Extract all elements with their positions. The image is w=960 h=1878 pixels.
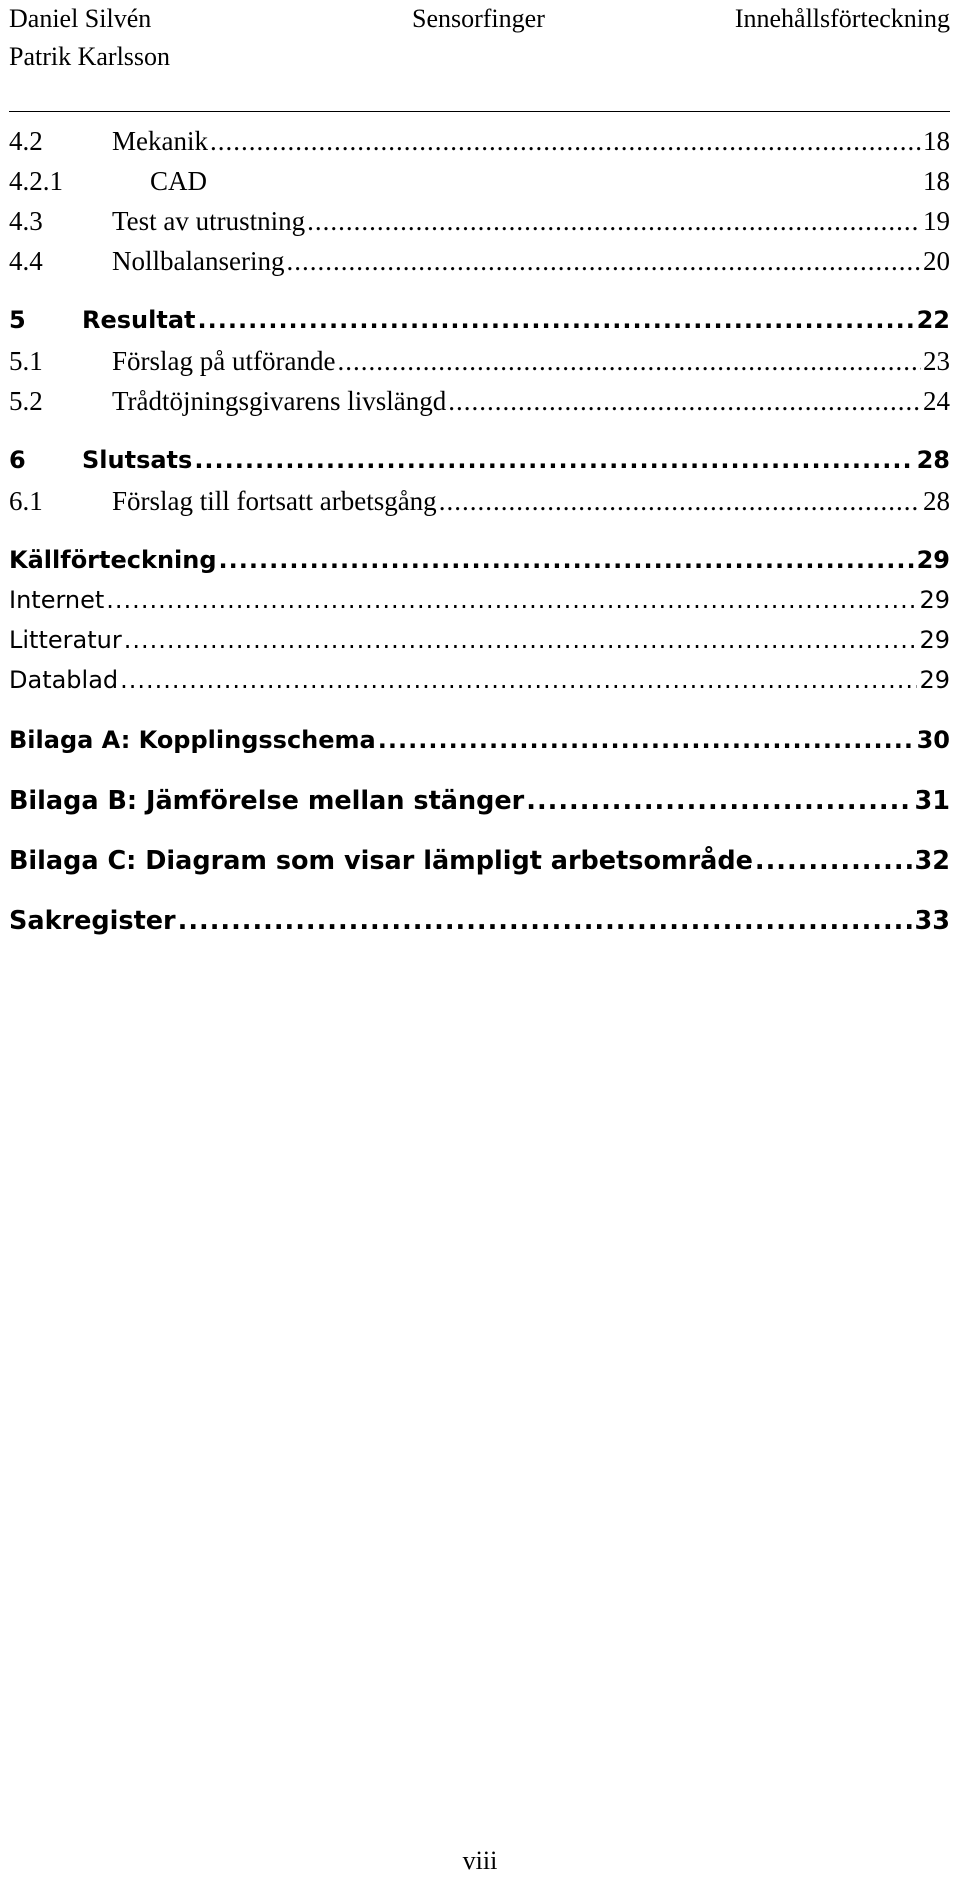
toc-entry-page: 33	[914, 906, 950, 936]
toc-entry-page: 30	[916, 726, 950, 754]
toc-leader-dots	[307, 206, 921, 237]
toc-entry-title: CAD	[150, 166, 208, 196]
toc-entry-page: 23	[923, 346, 950, 376]
header-title: Sensorfinger	[412, 4, 545, 33]
toc-leader-dots	[194, 446, 914, 474]
toc-entry-page: 29	[919, 626, 950, 654]
toc-entry-page: 18	[923, 126, 950, 156]
toc-entry-6-1[interactable]	[9, 486, 950, 526]
toc-entry-title: Nollbalansering	[112, 246, 285, 276]
toc-entry-number: 4.4	[9, 246, 43, 276]
toc-entry-number: 5.2	[9, 386, 43, 416]
toc-entry-bilaga-c[interactable]	[9, 846, 950, 886]
toc-entry-datablad[interactable]	[9, 666, 950, 706]
toc-leader-dots	[219, 546, 915, 574]
toc-entry-number: 6.1	[9, 486, 43, 516]
toc-entry-number: 5.1	[9, 346, 43, 376]
toc-entry-title: Bilaga A: Kopplingsschema	[9, 726, 376, 754]
header-section: Innehållsförteckning	[734, 4, 950, 33]
toc-leader-dots	[448, 386, 921, 417]
toc-entry-6[interactable]	[9, 446, 950, 486]
toc-entry-page: 29	[919, 586, 950, 614]
toc-entry-title: Trådtöjningsgivarens livslängd	[112, 386, 447, 416]
toc-leader-dots	[124, 626, 918, 654]
toc-entry-5[interactable]	[9, 306, 950, 346]
toc-entry-page: 28	[923, 486, 950, 516]
toc-entry-title: Test av utrustning	[112, 206, 306, 236]
toc-entry-page: 19	[923, 206, 950, 236]
toc-entry-litteratur[interactable]	[9, 626, 950, 666]
toc-entry-title: Internet	[9, 586, 105, 614]
toc-entry-4-4[interactable]	[9, 246, 950, 286]
header-divider	[9, 111, 950, 112]
toc-entry-title: Sakregister	[9, 906, 176, 936]
header-author-2: Patrik Karlsson	[9, 42, 171, 71]
toc-entry-kallforteckning[interactable]	[9, 546, 950, 586]
toc-leader-dots	[178, 906, 913, 936]
toc-entry-4-3[interactable]	[9, 206, 950, 246]
toc-entry-5-2[interactable]	[9, 386, 950, 426]
toc-entry-page: 24	[923, 386, 950, 416]
toc-leader-dots	[120, 666, 917, 694]
toc-leader-dots	[337, 346, 921, 377]
toc-entry-page: 22	[916, 306, 950, 334]
toc-entry-page: 31	[914, 786, 950, 816]
toc-entry-page: 29	[919, 666, 950, 694]
toc-entry-title: Bilaga B: Jämförelse mellan stänger	[9, 786, 525, 816]
page-number: viii	[462, 1846, 498, 1875]
toc-leader-dots	[755, 846, 913, 876]
toc-leader-dots	[378, 726, 915, 754]
toc-leader-dots	[526, 786, 912, 816]
toc-entry-page: 32	[914, 846, 950, 876]
toc-entry-title: Förslag på utförande	[112, 346, 336, 376]
toc-entry-title: Förslag till fortsatt arbetsgång	[112, 486, 437, 516]
toc-entry-bilaga-b[interactable]	[9, 786, 950, 826]
toc-entry-4-2-1[interactable]	[9, 166, 950, 206]
header-author-1: Daniel Silvén	[9, 4, 152, 33]
toc-entry-number: 4.3	[9, 206, 43, 236]
toc-entry-page: 29	[916, 546, 950, 574]
toc-leader-dots	[210, 126, 921, 157]
toc-entry-4-2[interactable]	[9, 126, 950, 166]
toc-entry-number: 4.2	[9, 126, 43, 156]
toc-entry-title: Mekanik	[112, 126, 208, 156]
toc-entry-5-1[interactable]	[9, 346, 950, 386]
toc-entry-sakregister[interactable]	[9, 906, 950, 946]
toc-entry-title: Resultat	[82, 306, 196, 334]
toc-entry-number: 5	[9, 306, 26, 334]
toc-leader-dots	[106, 586, 917, 614]
toc-entry-number: 6	[9, 446, 26, 474]
toc-entry-title: Datablad	[9, 666, 119, 694]
toc-entry-title: Källförteckning	[9, 546, 217, 574]
toc-leader-dots	[439, 486, 921, 517]
toc-entry-page: 18	[923, 166, 950, 196]
toc-entry-page: 28	[916, 446, 950, 474]
toc-entry-number: 4.2.1	[9, 166, 63, 196]
toc-entry-title: Slutsats	[82, 446, 193, 474]
toc-entry-title: Litteratur	[9, 626, 122, 654]
toc-leader-dots	[198, 306, 915, 334]
toc-leader-dots	[286, 246, 921, 277]
toc-entry-page: 20	[923, 246, 950, 276]
toc-entry-bilaga-a[interactable]	[9, 726, 950, 766]
page-header	[9, 0, 950, 112]
toc-entry-title: Bilaga C: Diagram som visar lämpligt arbetsområde	[9, 846, 753, 876]
toc-entry-internet[interactable]	[9, 586, 950, 626]
